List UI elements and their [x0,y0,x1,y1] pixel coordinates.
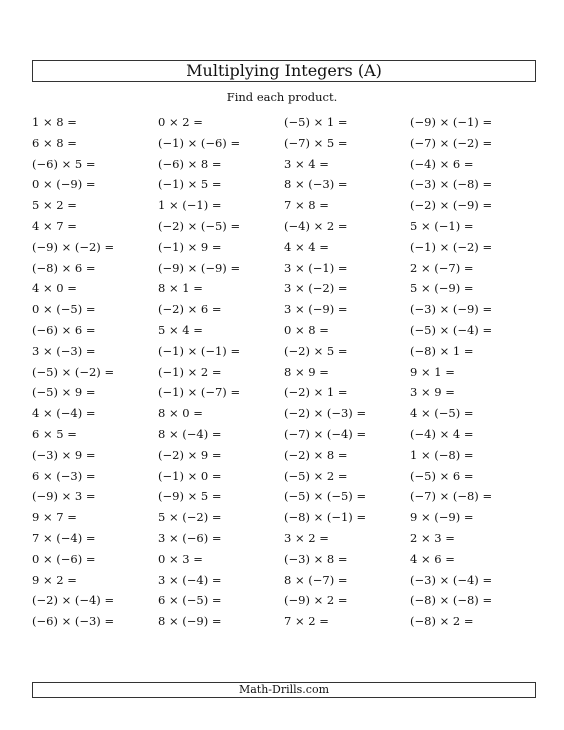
problem-item: 6 × (−5) = [158,593,222,608]
problem-item: 4 × 4 = [284,239,329,254]
problem-item: (−8) × (−1) = [284,510,367,525]
problem-item: 4 × 6 = [410,551,455,566]
problem-item: 9 × (−9) = [410,510,474,525]
problem-item: (−1) × 5 = [158,177,222,192]
problem-item: 3 × (−9) = [284,302,348,317]
problem-item: 5 × (−1) = [410,218,474,233]
problem-item: 8 × 1 = [158,281,203,296]
problem-item: 3 × (−6) = [158,530,222,545]
problem-item: (−8) × (−8) = [410,593,493,608]
problem-item: 2 × (−7) = [410,260,474,275]
instructions: Find each product. [226,90,338,104]
problem-item: 3 × 2 = [284,530,329,545]
problem-item: (−8) × 1 = [410,343,474,358]
problem-item: (−7) × (−2) = [410,135,493,150]
problem-item: (−5) × (−4) = [410,322,493,337]
problem-item: 5 × (−2) = [158,510,222,525]
problem-item: (−9) × (−2) = [32,239,115,254]
problem-item: 3 × (−2) = [284,281,348,296]
problem-item: (−3) × 9 = [32,447,96,462]
problem-item: (−2) × 9 = [158,447,222,462]
problem-item: 6 × 8 = [32,135,77,150]
problem-item: 5 × 4 = [158,322,203,337]
problem-item: (−6) × 6 = [32,322,96,337]
problem-item: 0 × (−5) = [32,302,96,317]
problem-item: (−4) × 2 = [284,218,348,233]
problem-item: (−1) × 9 = [158,239,222,254]
problem-item: 8 × 9 = [284,364,329,379]
problem-item: (−7) × (−8) = [410,489,493,504]
problem-item: 4 × 0 = [32,281,77,296]
problem-item: 0 × 2 = [158,115,203,129]
problem-item: (−1) × 0 = [158,468,222,483]
problem-item: 9 × 7 = [32,510,77,525]
problem-item: (−1) × (−1) = [158,343,241,358]
problem-item: 8 × (−4) = [158,426,222,441]
problem-item: (−2) × (−4) = [32,593,115,608]
worksheet-title: Multiplying Integers (A) [32,60,536,82]
problem-item: 8 × 0 = [158,406,203,421]
problem-item: (−2) × 1 = [284,385,348,400]
problem-item: (−1) × 2 = [158,364,222,379]
problem-item: (−6) × 8 = [158,156,222,171]
problem-item: (−5) × 1 = [284,115,348,129]
problem-item: (−2) × (−9) = [410,198,493,213]
problem-item: (−5) × 2 = [284,468,348,483]
problem-item: 2 × 3 = [410,530,455,545]
problem-item: 1 × (−1) = [158,198,222,213]
problem-item: (−7) × 5 = [284,135,348,150]
problem-item: (−2) × 8 = [284,447,348,462]
problem-item: 8 × (−9) = [158,614,222,629]
problem-item: 1 × 8 = [32,115,77,129]
problem-item: (−5) × 6 = [410,468,474,483]
problem-item: (−8) × 2 = [410,614,474,629]
problem-item: 6 × 5 = [32,426,77,441]
problem-item: (−7) × (−4) = [284,426,367,441]
problem-item: 9 × 2 = [32,572,77,587]
problem-item: 7 × (−4) = [32,530,96,545]
footer: Math-Drills.com [32,682,536,698]
problem-item: 0 × 3 = [158,551,203,566]
problem-item: (−2) × 5 = [284,343,348,358]
problem-item: (−9) × 3 = [32,489,96,504]
problem-item: (−2) × 6 = [158,302,222,317]
problem-item: (−3) × 8 = [284,551,348,566]
problem-item: 5 × (−9) = [410,281,474,296]
problem-item: (−9) × (−1) = [410,115,493,129]
problem-item: 3 × (−3) = [32,343,96,358]
problem-item: (−5) × 9 = [32,385,96,400]
problem-item: 5 × 2 = [32,198,77,213]
problem-item: (−9) × (−9) = [158,260,241,275]
problem-item: 3 × (−4) = [158,572,222,587]
problem-item: 0 × (−6) = [32,551,96,566]
problem-item: 4 × (−5) = [410,406,474,421]
problem-item: 8 × (−3) = [284,177,348,192]
problem-item: 0 × (−9) = [32,177,96,192]
problem-item: (−4) × 6 = [410,156,474,171]
problem-item: (−9) × 2 = [284,593,348,608]
problem-item: (−1) × (−7) = [158,385,241,400]
problem-item: 1 × (−8) = [410,447,474,462]
problem-item: (−5) × (−2) = [32,364,115,379]
problem-grid [32,115,536,635]
problem-item: (−6) × (−3) = [32,614,115,629]
problem-item: 4 × 7 = [32,218,77,233]
problem-item: 0 × 8 = [284,322,329,337]
problem-item: (−8) × 6 = [32,260,96,275]
problem-item: (−2) × (−5) = [158,218,241,233]
problem-item: (−3) × (−8) = [410,177,493,192]
problem-item: 3 × 4 = [284,156,329,171]
problem-item: 9 × 1 = [410,364,455,379]
problem-item: (−3) × (−9) = [410,302,493,317]
problem-item: 6 × (−3) = [32,468,96,483]
problem-item: (−3) × (−4) = [410,572,493,587]
problem-item: (−1) × (−6) = [158,135,241,150]
problem-item: (−4) × 4 = [410,426,474,441]
problem-item: 7 × 8 = [284,198,329,213]
problem-item: (−1) × (−2) = [410,239,493,254]
problem-item: (−6) × 5 = [32,156,96,171]
problem-item: 4 × (−4) = [32,406,96,421]
problem-item: (−5) × (−5) = [284,489,367,504]
problem-item: 3 × (−1) = [284,260,348,275]
problem-item: (−2) × (−3) = [284,406,367,421]
problem-item: 8 × (−7) = [284,572,348,587]
problem-item: 7 × 2 = [284,614,329,629]
problem-item: 3 × 9 = [410,385,455,400]
problem-item: (−9) × 5 = [158,489,222,504]
